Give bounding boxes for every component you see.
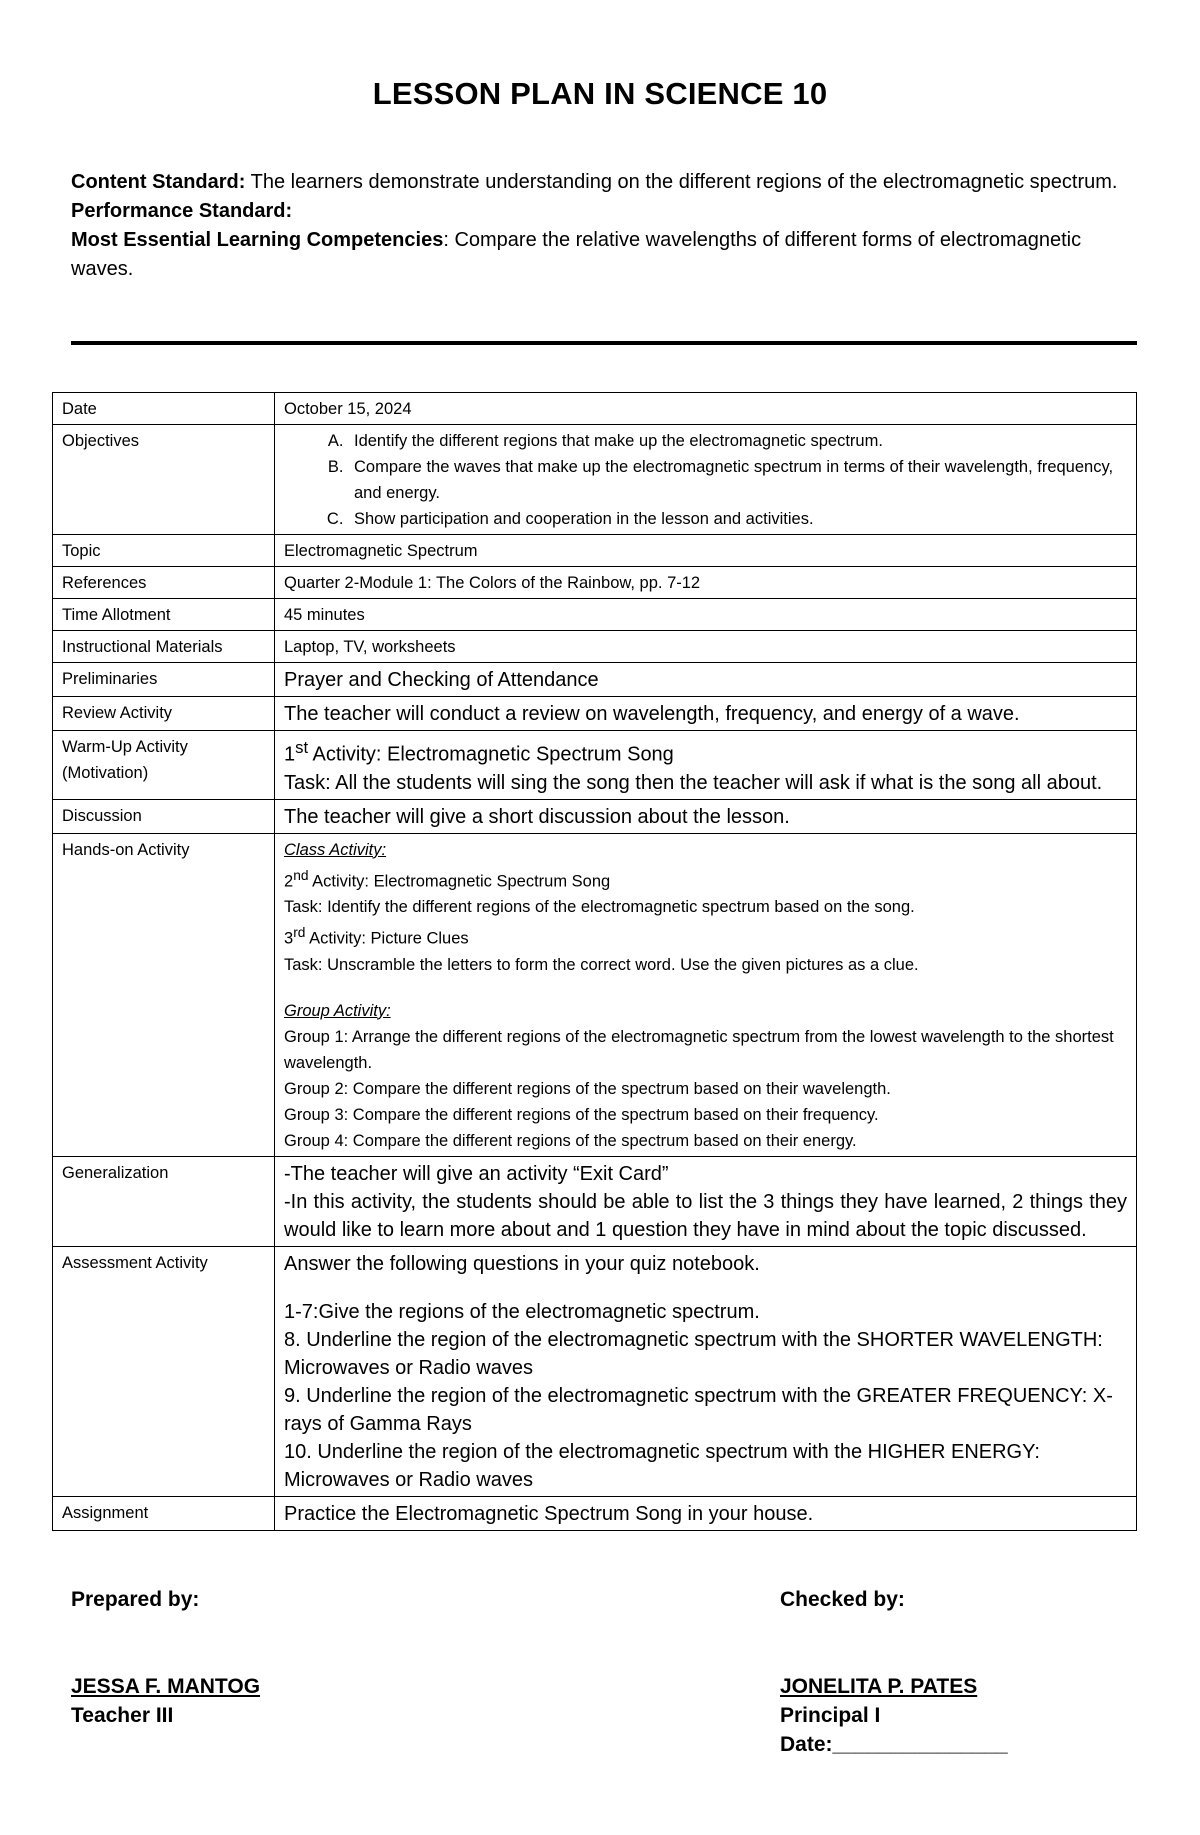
activity-2: [284, 863, 1127, 895]
date-signature-line: Date:_______________: [780, 1733, 1008, 1756]
objectives-value: [275, 425, 1137, 535]
group-item: Group 4: Compare the different regions of the spectrum based on their energy.: [284, 1131, 857, 1150]
performance-standard: [71, 197, 1141, 226]
table-row: [53, 425, 1137, 535]
assessment-item: 10. Underline the region of the electromagnetic spectrum with the HIGHER ENERGY: Microwaves or Radio waves: [284, 1440, 1040, 1491]
assessment-label: Assessment Activity: [53, 1246, 275, 1496]
checked-by-block: [780, 1585, 1008, 1759]
objective-item: A. Identify the different regions that make up the electromagnetic spectrum.: [348, 428, 1127, 454]
warmup-value: [275, 731, 1137, 800]
spacer: [284, 1278, 1127, 1298]
warmup-label-line: (Motivation): [62, 764, 149, 782]
group-item: Group 3: Compare the different regions of the spectrum based on their frequency.: [284, 1105, 879, 1124]
assessment-intro: Answer the following questions in your quiz notebook.: [284, 1252, 760, 1275]
melc-colon: :: [443, 229, 449, 251]
activity-3-task: Task: Unscramble the letters to form the correct word. Use the given pictures as a clue.: [284, 955, 919, 974]
performance-standard-label: Performance Standard:: [71, 200, 293, 222]
table-row: [53, 833, 1137, 1156]
activity-title: Activity: Picture Clues: [305, 929, 469, 948]
materials-value: Laptop, TV, worksheets: [275, 631, 1137, 663]
materials-label: Instructional Materials: [53, 631, 275, 663]
activity-title: Activity: Electromagnetic Spectrum Song: [308, 872, 611, 891]
time-allotment-label: Time Allotment: [53, 599, 275, 631]
table-row: [53, 697, 1137, 731]
date-value: October 15, 2024: [275, 393, 1137, 425]
assignment-value: Practice the Electromagnetic Spectrum Song in your house.: [275, 1496, 1137, 1530]
objectives-list: [284, 428, 1127, 532]
prepared-by-block: [71, 1585, 260, 1730]
group-item: Group 1: Arrange the different regions of the electromagnetic spectrum from the lowest wavelength to the shortest wavelength.: [284, 1027, 1114, 1072]
preliminaries-value: Prayer and Checking of Attendance: [275, 663, 1137, 697]
generalization-line: -The teacher will give an activity “Exit Card”: [284, 1162, 669, 1185]
objective-item: B. Compare the waves that make up the electromagnetic spectrum in terms of their wavelength, frequency, and energy.: [348, 454, 1127, 506]
group-activity-heading: Group Activity:: [284, 1001, 391, 1020]
activity-title: Activity: Electromagnetic Spectrum Song: [308, 743, 674, 766]
review-value: The teacher will conduct a review on wavelength, frequency, and energy of a wave.: [275, 697, 1137, 731]
topic-label: Topic: [53, 535, 275, 567]
activity-2-task: Task: Identify the different regions of the electromagnetic spectrum based on the song.: [284, 898, 915, 917]
table-row: [53, 393, 1137, 425]
table-row: [53, 1496, 1137, 1530]
spacer: [71, 1614, 260, 1672]
content-standard-text: The learners demonstrate understanding on the different regions of the electromagnetic spectrum.: [250, 171, 1118, 193]
references-value: Quarter 2-Module 1: The Colors of the Rainbow, pp. 7-12: [275, 567, 1137, 599]
warmup-activity: [284, 734, 1127, 769]
discussion-label: Discussion: [53, 799, 275, 833]
warmup-task: Task: All the students will sing the song then the teacher will ask if what is the song all about.: [284, 771, 1103, 794]
checked-by-label: Checked by:: [780, 1588, 905, 1611]
table-row: [53, 1156, 1137, 1246]
page-title: LESSON PLAN IN SCIENCE 10: [372, 76, 828, 111]
activity-ordinal: nd: [293, 867, 309, 883]
assessment-item: 9. Underline the region of the electromagnetic spectrum with the GREATER FREQUENCY: X-rays of Gamma Rays: [284, 1384, 1113, 1435]
table-row: [53, 663, 1137, 697]
table-row: [53, 631, 1137, 663]
checked-by-title: Principal I: [780, 1704, 881, 1727]
generalization-label: Generalization: [53, 1156, 275, 1246]
table-row: [53, 535, 1137, 567]
warmup-label-line: Warm-Up Activity: [62, 738, 188, 756]
activity-ordinal: st: [295, 738, 309, 757]
section-divider: [71, 341, 1137, 345]
handson-label: Hands-on Activity: [53, 833, 275, 1156]
preliminaries-label: Preliminaries: [53, 663, 275, 697]
table-row: [53, 567, 1137, 599]
table-row: [53, 799, 1137, 833]
activity-number: 3: [284, 929, 294, 948]
prepared-by-title: Teacher III: [71, 1704, 174, 1727]
table-row: [53, 599, 1137, 631]
prepared-by-name: JESSA F. MANTOG: [71, 1675, 261, 1698]
class-activity-heading: Class Activity:: [284, 840, 387, 859]
discussion-value: The teacher will give a short discussion about the lesson.: [275, 799, 1137, 833]
spacer: [284, 978, 1127, 998]
group-item: Group 2: Compare the different regions of the spectrum based on their wavelength.: [284, 1079, 891, 1098]
melc-label: Most Essential Learning Competencies: [71, 229, 444, 251]
content-standard: [71, 168, 1141, 197]
checked-by-name: JONELITA P. PATES: [780, 1675, 978, 1698]
references-label: References: [53, 567, 275, 599]
activity-number: 2: [284, 872, 294, 891]
content-standard-label: Content Standard:: [71, 171, 246, 193]
assessment-item: 8. Underline the region of the electromagnetic spectrum with the SHORTER WAVELENGTH: Microwaves or Radio waves: [284, 1328, 1103, 1379]
prepared-by-label: Prepared by:: [71, 1588, 200, 1611]
objectives-label: Objectives: [53, 425, 275, 535]
spacer: [780, 1614, 1008, 1672]
melc: [71, 226, 1141, 284]
handson-value: [275, 833, 1137, 1156]
assessment-item: 1-7:Give the regions of the electromagnetic spectrum.: [284, 1300, 760, 1323]
objective-item: C. Show participation and cooperation in the lesson and activities.: [348, 506, 1127, 532]
topic-value: Electromagnetic Spectrum: [275, 535, 1137, 567]
warmup-label: [53, 731, 275, 800]
review-label: Review Activity: [53, 697, 275, 731]
generalization-value: [275, 1156, 1137, 1246]
generalization-line: -In this activity, the students should be able to list the 3 things they have learned, 2 things they would like to learn more about and 1 question they have in mind about the topic discussed.: [284, 1190, 1127, 1241]
table-row: [53, 731, 1137, 800]
activity-3: [284, 920, 1127, 952]
standards-section: [71, 168, 1141, 284]
assessment-value: [275, 1246, 1137, 1496]
date-label: Date: [53, 393, 275, 425]
lesson-plan-table: [52, 392, 1137, 1531]
activity-ordinal: rd: [293, 925, 306, 941]
time-allotment-value: 45 minutes: [275, 599, 1137, 631]
assignment-label: Assignment: [53, 1496, 275, 1530]
melc-text: Compare the relative wavelengths of different forms of electromagnetic waves.: [71, 229, 1082, 280]
table-row: [53, 1246, 1137, 1496]
activity-number: 1: [284, 743, 296, 766]
